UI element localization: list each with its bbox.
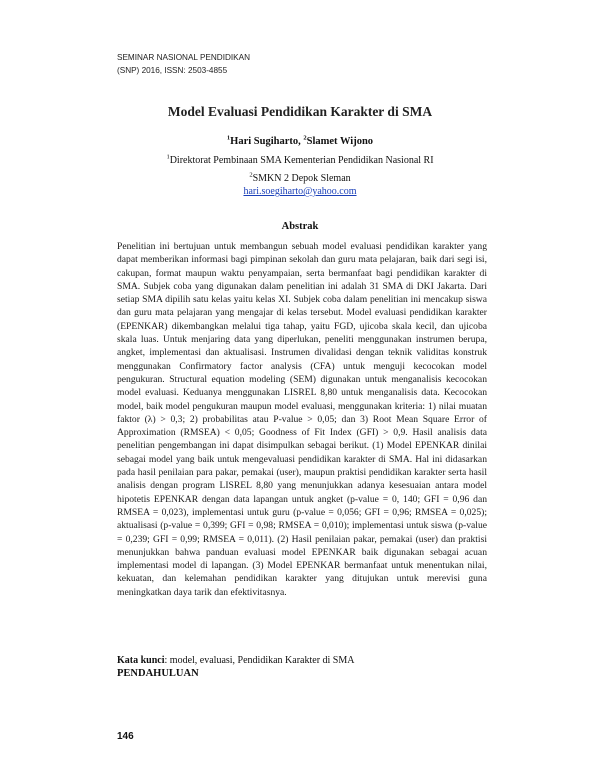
- header-line-2: (SNP) 2016, ISSN: 2503-4855: [117, 66, 228, 75]
- affiliation-2-sup: 2: [249, 171, 253, 179]
- author-1-name: Hari Sugiharto,: [230, 136, 304, 147]
- email-link[interactable]: hari.soegiharto@yahoo.com: [243, 186, 357, 197]
- author-2-sup: 2: [303, 134, 307, 142]
- keywords-label: Kata kunci: [117, 655, 165, 666]
- paper-title: Model Evaluasi Pendidikan Karakter di SMA: [167, 104, 433, 119]
- affiliation-2: [0, 173, 600, 184]
- page-number: 146: [117, 731, 134, 742]
- keywords-text: : model, evaluasi, Pendidikan Karakter di SMA: [164, 655, 355, 666]
- abstract-heading: Abstrak: [281, 221, 319, 232]
- abstract-body: Penelitian ini bertujuan untuk membangun sebuah model evaluasi pendidikan karakter yang dapat memberikan informasi bagi pimpinan sekolah dan guru mata pelajaran, baik dari segi isi, cakupan, format maupun waktu penyampaian, serta bermanfaat bagi pendidikan karakter di SMA. Subjek coba yang digunakan dalam penelitian ini adalah 31 SMA di DKI Jakarta. Dari setiap SMA dipilih satu kelas yaitu kelas XI. Subjek coba dalam penelitian ini mencakup siswa dan guru mata pelajaran yang mengajar di kelas tersebut. Model evaluasi pendidikan karakter (EPENKAR) dikembangkan melalui tiga tahap, yaitu FGD, ujicoba skala kecil, dan ujicoba skala luas. Untuk menjaring data yang diperlukan, peneliti menggunakan instrumen berupa, angket, implementasi dan aktualisasi. Instrumen divalidasi dengan teknik validitas konstruk menggunakan Confirmatory factor analysis (CFA) untuk menguji kecocokan model pengukuran. Structural equation modeling (SEM) digunakan untuk menganalisis kecocokan model evaluasi. Keduanya menggunakan LISREL 8,80 untuk menganalisis data. Kecocokan model, baik model pengukuran maupun model evaluasi, menggunakan kriteria: 1) nilai muatan faktor (λ) > 0,3; 2) probabilitas atau P-value > 0,05; dan 3) Root Mean Square Error of Approximation (RMSEA) < 0,05; Goodness of Fit Index (GFI) > 0,9. Hasil analisis data penelitian pengembangan ini dapat disimpulkan sebagai berikut. (1) Model EPENKAR dinilai sebagai model yang baik untuk mengevaluasi pendidikan karakter di SMA. Hal ini didasarkan pada hasil penilaian para pakar, pemakai (user), maupun praktisi pendidikan karakter serta hasil analisis dengan program LISREL 8,80 yang menunjukkan adanya kesesuaian antara model hipotetis EPENKAR dengan data lapangan untuk angket (p-value = 0, 140; GFI = 0,96 dan RMSEA = 0,023), implementasi untuk guru (p-value = 0,056; GFI = 0,96; RMSEA = 0,025); aktualisasi (p-value = 0,399; GFI = 0,98; RMSEA = 0,010); implementasi untuk siswa (p-value = 0,239; GFI = 0,99; RMSEA = 0,011). (2) Hasil penilaian pakar, pemakai (user) dan praktisi menunjukkan bahwa panduan evaluasi model EPENKAR baik digunakan sebagai acuan implementasi model di lapangan. (3) Model EPENKAR bermanfaat untuk menentukan nilai, kekuatan, dan kelemahan pendidikan karakter yang ditujukan untuk merevisi guna meningkatkan daya tarik dan efektivitasnya.: [117, 241, 487, 598]
- affiliation-1-text: Direktorat Pembinaan SMA Kementerian Pendidikan Nasional RI: [169, 155, 434, 166]
- author-1-sup: 1: [226, 134, 231, 142]
- affiliation-1-sup: 1: [166, 153, 170, 161]
- author-2-name: Slamet Wijono: [306, 136, 374, 147]
- section-heading: PENDAHULUAN: [117, 668, 199, 679]
- keywords: [117, 655, 354, 666]
- running-header: [117, 51, 250, 77]
- affiliation-2-text: SMKN 2 Depok Sleman: [252, 173, 351, 184]
- header-line-1: SEMINAR NASIONAL PENDIDIKAN: [117, 53, 250, 62]
- authors: [0, 136, 600, 147]
- affiliation-1: [0, 155, 600, 166]
